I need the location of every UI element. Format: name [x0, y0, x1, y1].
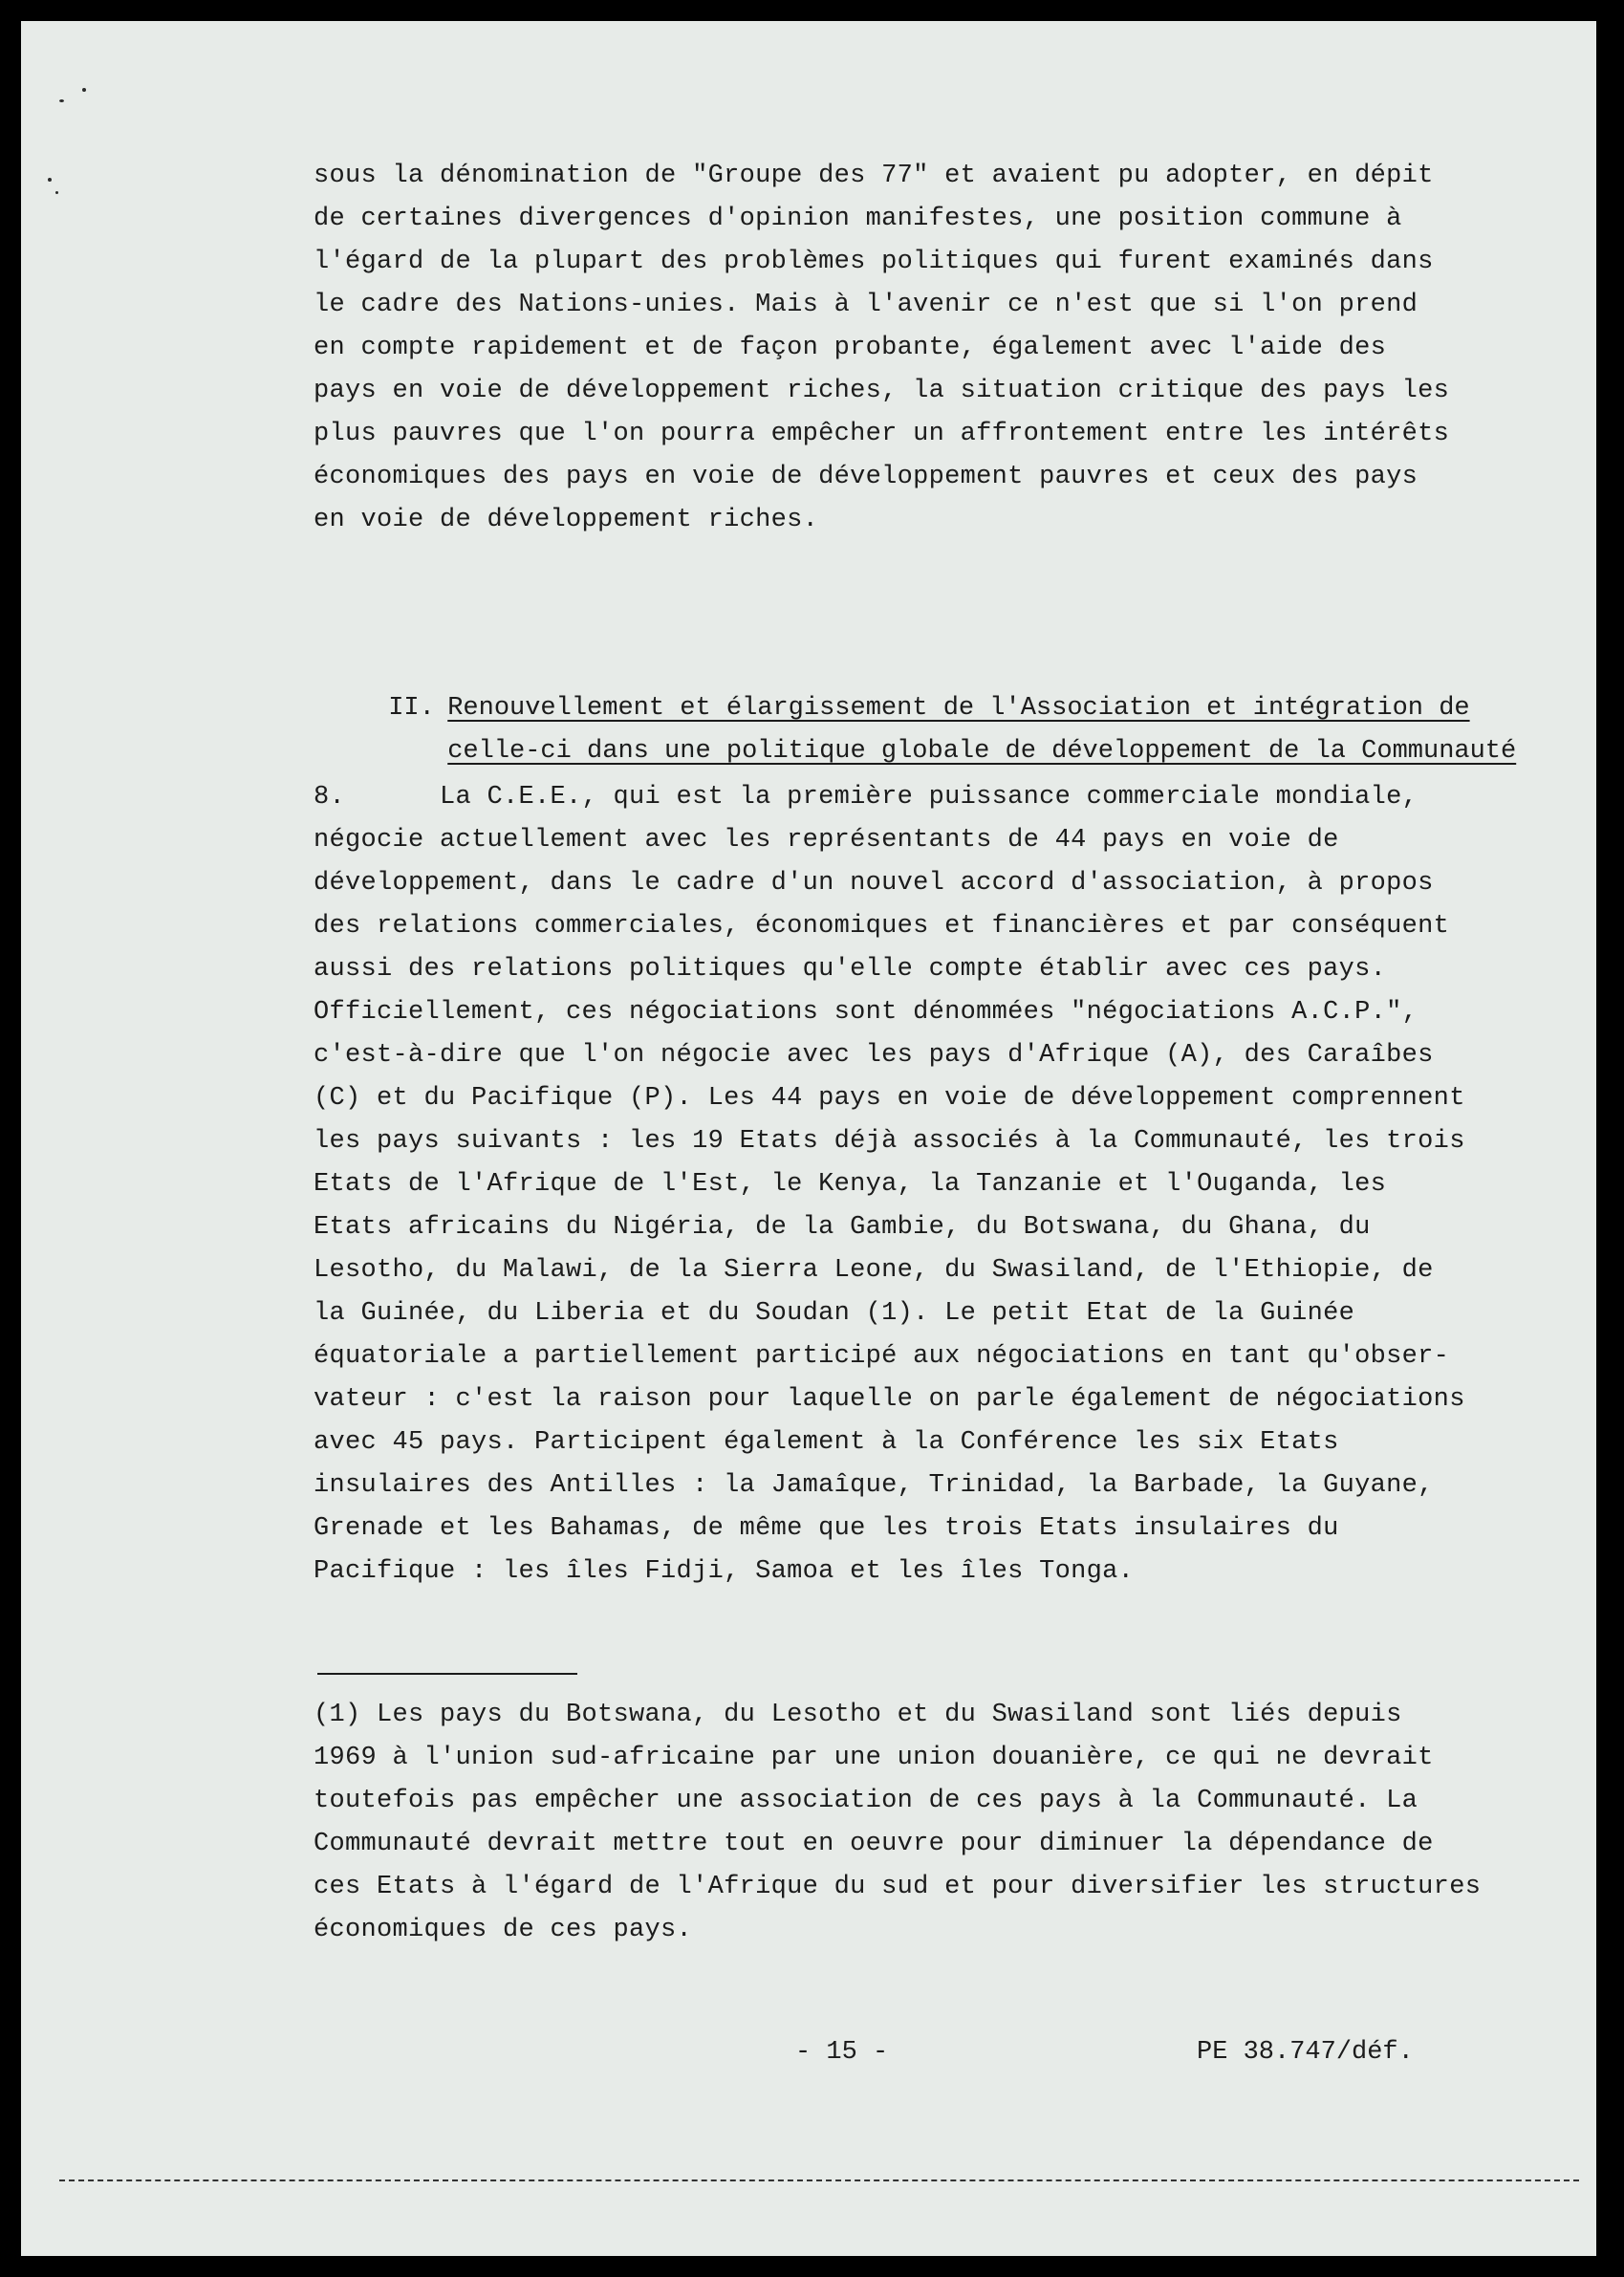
- section-heading: [295, 644, 1517, 766]
- text-line: économiques de ces pays.: [314, 1916, 693, 1944]
- text-line: plus pauvres que l'on pourra empêcher un affrontement entre les intérêts: [314, 420, 1450, 448]
- text-line: des relations commerciales, économiques et financières et par conséquent: [314, 912, 1450, 941]
- text-line: Lesotho, du Malawi, de la Sierra Leone, du Swasiland, de l'Ethiopie, de: [314, 1256, 1434, 1285]
- text-line: négocie actuellement avec les représentants de 44 pays en voie de: [314, 826, 1339, 855]
- paragraph-8: [314, 776, 1480, 1594]
- text-line: Pacifique : les îles Fidji, Samoa et les îles Tonga.: [314, 1557, 1135, 1586]
- bottom-rule: [59, 2179, 1579, 2182]
- scan-speck: [59, 99, 64, 102]
- page-number: - 15 -: [795, 2038, 889, 2067]
- text-line: pays en voie de développement riches, la situation critique des pays les: [314, 377, 1450, 405]
- text-line: Grenade et les Bahamas, de même que les trois Etats insulaires du: [314, 1514, 1339, 1543]
- text-line: toutefois pas empêcher une association de ces pays à la Communauté. La: [314, 1787, 1418, 1815]
- footnote: [314, 1694, 1480, 1952]
- text-line: 8. La C.E.E., qui est la première puissance commerciale mondiale,: [314, 783, 1418, 812]
- text-line: (1) Les pays du Botswana, du Lesotho et du Swasiland sont liés depuis: [314, 1701, 1402, 1729]
- section-title-line-2: celle-ci dans une politique globale de développement de la Communauté: [447, 737, 1517, 766]
- text-line: avec 45 pays. Participent également à la Conférence les six Etats: [314, 1428, 1339, 1457]
- text-line: aussi des relations politiques qu'elle compte établir avec ces pays.: [314, 955, 1387, 984]
- document-page: [21, 21, 1596, 2256]
- text-line: économiques des pays en voie de développement pauvres et ceux des pays: [314, 463, 1418, 491]
- text-line: insulaires des Antilles : la Jamaîque, Trinidad, la Barbade, la Guyane,: [314, 1471, 1434, 1500]
- text-line: de certaines divergences d'opinion manifestes, une position commune à: [314, 205, 1402, 233]
- text-line: en compte rapidement et de façon probante, également avec l'aide des: [314, 334, 1387, 362]
- text-line: 1969 à l'union sud-africaine par une union douanière, ce qui ne devrait: [314, 1744, 1434, 1772]
- text-line: Officiellement, ces négociations sont dénommées "négociations A.C.P.",: [314, 998, 1418, 1027]
- text-line: sous la dénomination de "Groupe des 77" et avaient pu adopter, en dépit: [314, 162, 1434, 190]
- scan-speck: [55, 191, 58, 194]
- text-line: vateur : c'est la raison pour laquelle on parle également de négociations: [314, 1385, 1465, 1414]
- text-line: Communauté devrait mettre tout en oeuvre pour diminuer la dépendance de: [314, 1830, 1434, 1858]
- text-line: la Guinée, du Liberia et du Soudan (1). Le petit Etat de la Guinée: [314, 1299, 1355, 1328]
- scan-speck: [82, 88, 86, 92]
- intro-paragraph: [314, 155, 1480, 542]
- scan-speck: [48, 178, 52, 182]
- text-line: les pays suivants : les 19 Etats déjà associés à la Communauté, les trois: [314, 1127, 1465, 1156]
- text-line: équatoriale a partiellement participé aux négociations en tant qu'obser-: [314, 1342, 1450, 1371]
- text-line: l'égard de la plupart des problèmes politiques qui furent examinés dans: [314, 248, 1434, 276]
- footnote-separator: [317, 1673, 577, 1675]
- section-number: II.: [388, 694, 435, 723]
- text-line: le cadre des Nations-unies. Mais à l'avenir ce n'est que si l'on prend: [314, 291, 1418, 319]
- section-title-line-1: Renouvellement et élargissement de l'Association et intégration de: [447, 694, 1470, 723]
- text-line: développement, dans le cadre d'un nouvel accord d'association, à propos: [314, 869, 1434, 898]
- text-line: Etats de l'Afrique de l'Est, le Kenya, la Tanzanie et l'Ouganda, les: [314, 1170, 1387, 1199]
- text-line: ces Etats à l'égard de l'Afrique du sud et pour diversifier les structures: [314, 1873, 1482, 1901]
- text-line: Etats africains du Nigéria, de la Gambie, du Botswana, du Ghana, du: [314, 1213, 1371, 1242]
- document-reference: PE 38.747/déf.: [1197, 2038, 1414, 2067]
- text-line: en voie de développement riches.: [314, 506, 819, 534]
- text-line: c'est-à-dire que l'on négocie avec les pays d'Afrique (A), des Caraîbes: [314, 1041, 1434, 1070]
- text-line: (C) et du Pacifique (P). Les 44 pays en voie de développement comprennent: [314, 1084, 1465, 1113]
